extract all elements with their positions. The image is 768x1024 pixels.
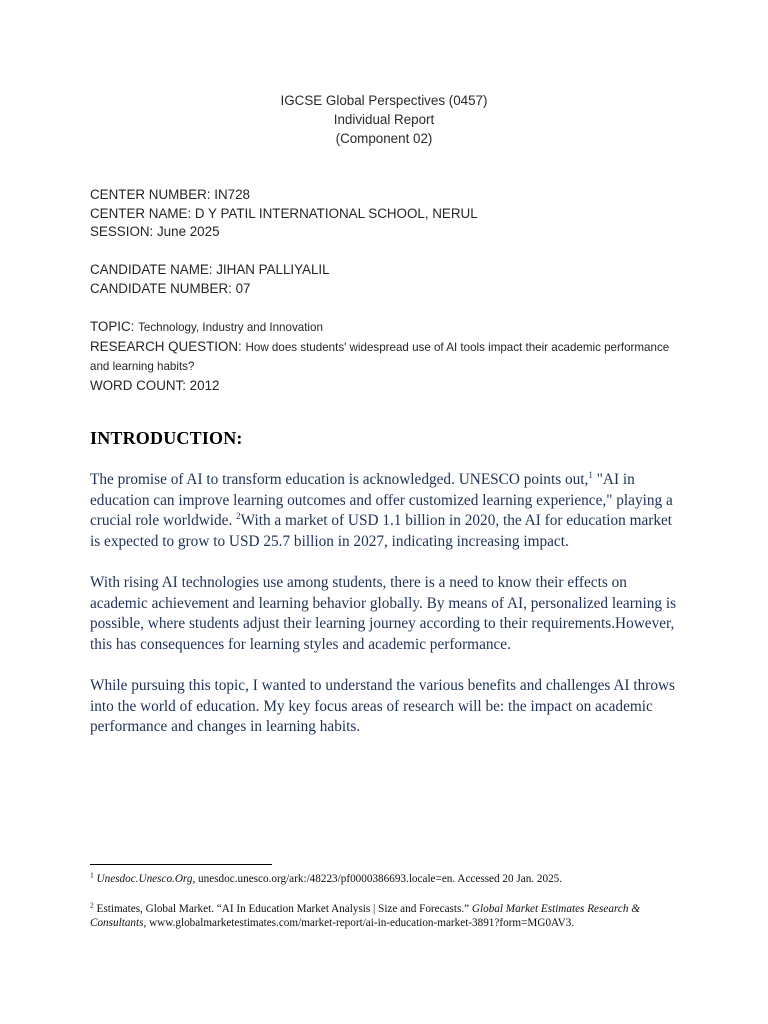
footnote-separator xyxy=(90,864,272,865)
intro-p1-part-c: With a market of USD 1.1 billion in 2020, the AI for education market is expected to grow to USD 25.7 billion in 2027, indicating increasing impact. xyxy=(90,512,673,550)
session: SESSION: June 2025 xyxy=(90,224,220,239)
topic xyxy=(90,318,680,338)
research-question xyxy=(90,338,680,377)
introduction-heading: INTRODUCTION: xyxy=(90,428,243,448)
intro-paragraph-2: With rising AI technologies use among students, there is a need to know their effects on academic achievement and learning behavior globally. By means of AI, personalized learning is possible, where students adjust their learning journey according to their requirements.However, this has consequences for learning styles and academic performance. xyxy=(90,574,677,653)
footnote-2-url: , www.globalmarketestimates.com/market-report/ai-in-education-market-3891?form=MG0AV3. xyxy=(143,916,575,929)
intro-paragraph-3: While pursuing this topic, I wanted to understand the various benefits and challenges AI throws into the world of education. My key focus areas of research will be: the impact on academic performance and changes in learning habits. xyxy=(90,677,675,736)
footnote-ref-2[interactable]: 2 xyxy=(236,511,241,522)
topic-value: Technology, Industry and Innovation xyxy=(138,321,323,334)
center-name: CENTER NAME: D Y PATIL INTERNATIONAL SCHOOL, NERUL xyxy=(90,205,478,221)
footnote-ref-1[interactable]: 1 xyxy=(588,469,593,480)
footnote-2 xyxy=(90,900,680,930)
candidate-info xyxy=(90,261,680,298)
research-question-label: RESEARCH QUESTION: xyxy=(90,338,246,354)
header-report-type: Individual Report xyxy=(333,112,435,127)
word-count: WORD COUNT: 2012 xyxy=(90,377,220,393)
footnote-1-title: Unesdoc.Unesco.Org xyxy=(96,873,193,885)
footnote-2-text-a: Estimates, Global Market. “AI In Education Market Analysis | Size and Forecasts.” xyxy=(93,903,472,915)
center-info xyxy=(90,186,680,242)
footnote-1-text: , unesdoc.unesco.org/ark:/48223/pf0000386693.locale=en. Accessed 20 Jan. 2025. xyxy=(192,873,563,885)
header-component: (Component 02) xyxy=(335,131,433,146)
footnote-1 xyxy=(90,870,680,887)
footnote-1-number: 1 xyxy=(90,870,94,880)
research-question-value: How does students' widespread use of AI tools impact their academic performance and learning habits? xyxy=(90,340,670,373)
center-number: CENTER NUMBER: IN728 xyxy=(90,187,250,202)
footnote-2-source: Global Market Estimates Research & Consultants xyxy=(90,903,640,929)
topic-label: TOPIC: xyxy=(90,319,139,334)
candidate-number: CANDIDATE NUMBER: 07 xyxy=(90,280,251,296)
header-course: IGCSE Global Perspectives (0457) xyxy=(280,93,488,108)
footnote-2-number: 2 xyxy=(90,900,94,910)
report-details xyxy=(90,318,680,395)
intro-paragraph-1 xyxy=(90,470,680,552)
report-header xyxy=(0,91,768,148)
intro-p1-part-b: "AI in education can improve learning outcomes and offer customized learning experience," playing a crucial role worldwide. xyxy=(90,471,673,530)
intro-p1-part-a: The promise of AI to transform education is acknowledged. UNESCO points out, xyxy=(90,471,589,488)
candidate-name: CANDIDATE NAME: JIHAN PALLIYALIL xyxy=(90,262,330,277)
